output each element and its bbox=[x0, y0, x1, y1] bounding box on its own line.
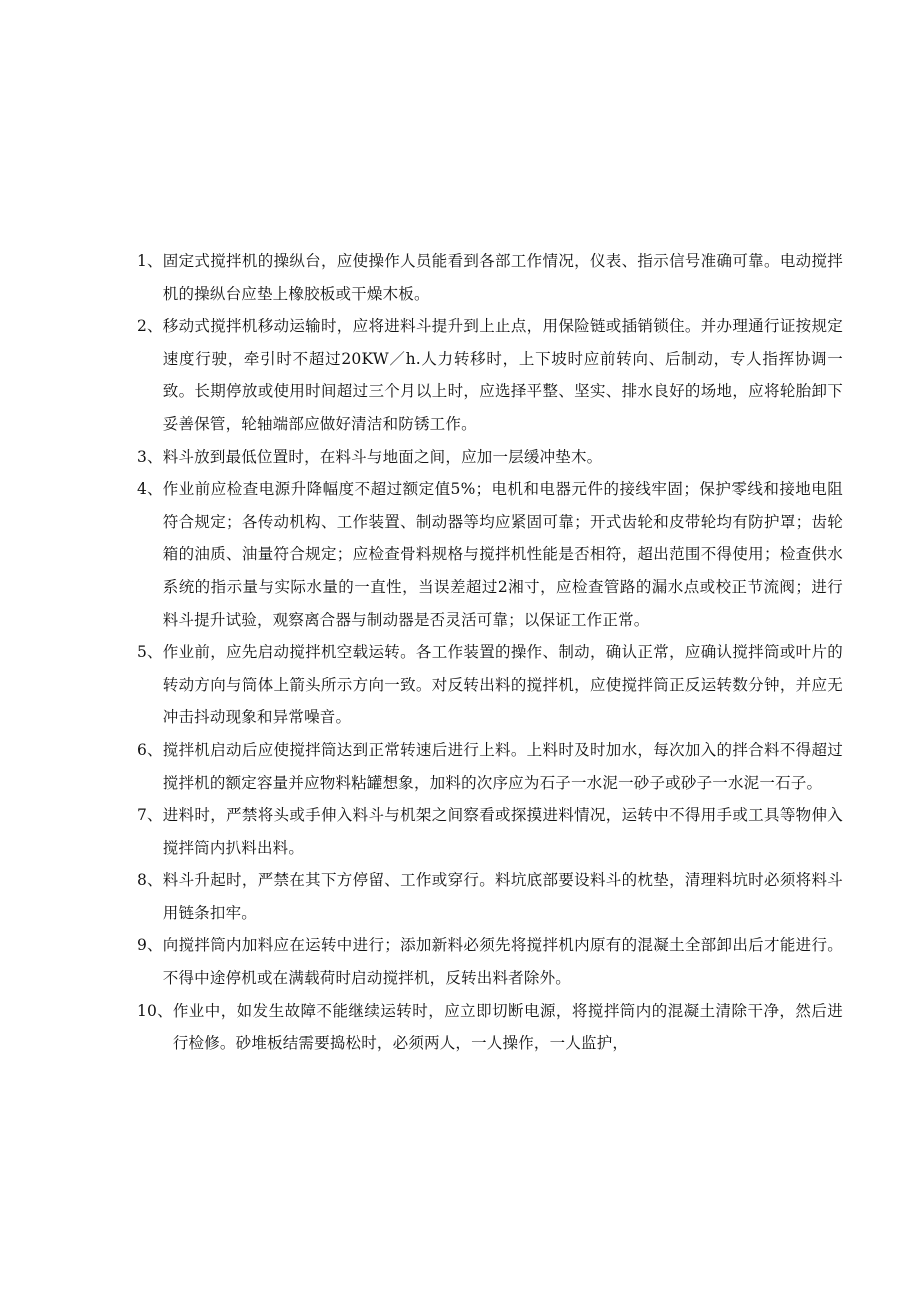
list-item bbox=[137, 473, 843, 636]
list-item bbox=[137, 734, 843, 799]
item-number: 3、 bbox=[137, 447, 163, 466]
item-number: 6、 bbox=[137, 740, 163, 759]
item-text: 移动式搅拌机移动运输时，应将进料斗提升到上止点，用保险链或插销锁住。并办理通行证按规定速度行驶，牵引时不超过20KW／h.人力转移时，上下坡时应前转向、后制动，专人指挥协调一致。长期停放或使用时间超过三个月以上时，应选择平整、坚实、排水良好的场地，应将轮胎卸下妥善保管，轮轴端部应做好清洁和防锈工作。 bbox=[162, 317, 843, 433]
item-number: 9、 bbox=[137, 936, 163, 955]
item-number: 5、 bbox=[137, 643, 163, 662]
list-item bbox=[137, 799, 843, 864]
list-item bbox=[137, 245, 843, 310]
item-text: 料斗升起时，严禁在其下方停留、工作或穿行。料坑底部要设料斗的枕垫，清理料坑时必须将料斗用链条扣牢。 bbox=[162, 871, 843, 922]
item-number: 4、 bbox=[137, 480, 163, 499]
item-number: 2、 bbox=[137, 317, 163, 336]
item-number: 1、 bbox=[137, 252, 163, 270]
item-text: 向搅拌筒内加料应在运转中进行；添加新料必须先将搅拌机内原有的混凝土全部卸出后才能进行。不得中途停机或在满载荷时启动搅拌机，反转出料者除外。 bbox=[162, 936, 843, 988]
item-number: 8、 bbox=[137, 871, 163, 890]
item-text: 作业中，如发生故障不能继续运转时，应立即切断电源，将搅拌筒内的混凝土清除干净，然后进行检修。砂堆板结需要捣松时，必须两人，一人操作，一人监护， bbox=[172, 1001, 843, 1053]
item-text: 作业前应检查电源升降幅度不超过额定值5%；电机和电器元件的接线牢固；保护零线和接地电阻符合规定；各传动机构、工作装置、制动器等均应紧固可靠；开式齿轮和皮带轮均有防护罩；齿轮箱的油质、油量符合规定；应检查骨料规格与搅拌机性能是否相符，超出范围不得使用；检查供水系统的指示量与实际水量的一直性，当误差超过2湘寸，应检查管路的漏水点或校正节流阀；进行料斗提升试验，观察离合器与制动器是否灵活可靠；以保证工作正常。 bbox=[162, 480, 843, 629]
list-item bbox=[137, 441, 843, 474]
item-text: 作业前，应先启动搅拌机空载运转。各工作装置的操作、制动，确认正常，应确认搅拌筒或叶片的转动方向与筒体上箭头所示方向一致。对反转出料的搅拌机，应使搅拌筒正反运转数分钟，并应无冲击抖动现象和异常噪音。 bbox=[162, 643, 843, 727]
item-text: 进料时，严禁将头或手伸入料斗与机架之间察看或探摸进料情况，运转中不得用手或工具等物伸入搅拌筒内扒料出料。 bbox=[162, 806, 843, 857]
list-item bbox=[137, 864, 843, 929]
item-text: 料斗放到最低位置时，在料斗与地面之间，应加一层缓冲垫木。 bbox=[162, 447, 603, 466]
list-item bbox=[137, 310, 843, 440]
item-text: 固定式搅拌机的操纵台，应使操作人员能看到各部工作情况，仪表、指示信号准确可靠。电动搅拌机的操纵台应垫上橡胶板或干燥木板。 bbox=[162, 252, 843, 303]
item-number: 10、 bbox=[137, 1001, 173, 1020]
item-text: 搅拌机启动后应使搅拌筒达到正常转速后进行上料。上料时及时加水，每次加入的拌合料不得超过搅拌机的额定容量并应物料粘罐想象，加料的次序应为石子一水泥一砂子或砂子一水泥一石子。 bbox=[162, 740, 843, 792]
list-item bbox=[137, 929, 843, 994]
item-number: 7、 bbox=[137, 806, 163, 825]
list-item bbox=[137, 995, 843, 1060]
list-item bbox=[137, 636, 843, 734]
procedure-list bbox=[137, 245, 843, 1060]
